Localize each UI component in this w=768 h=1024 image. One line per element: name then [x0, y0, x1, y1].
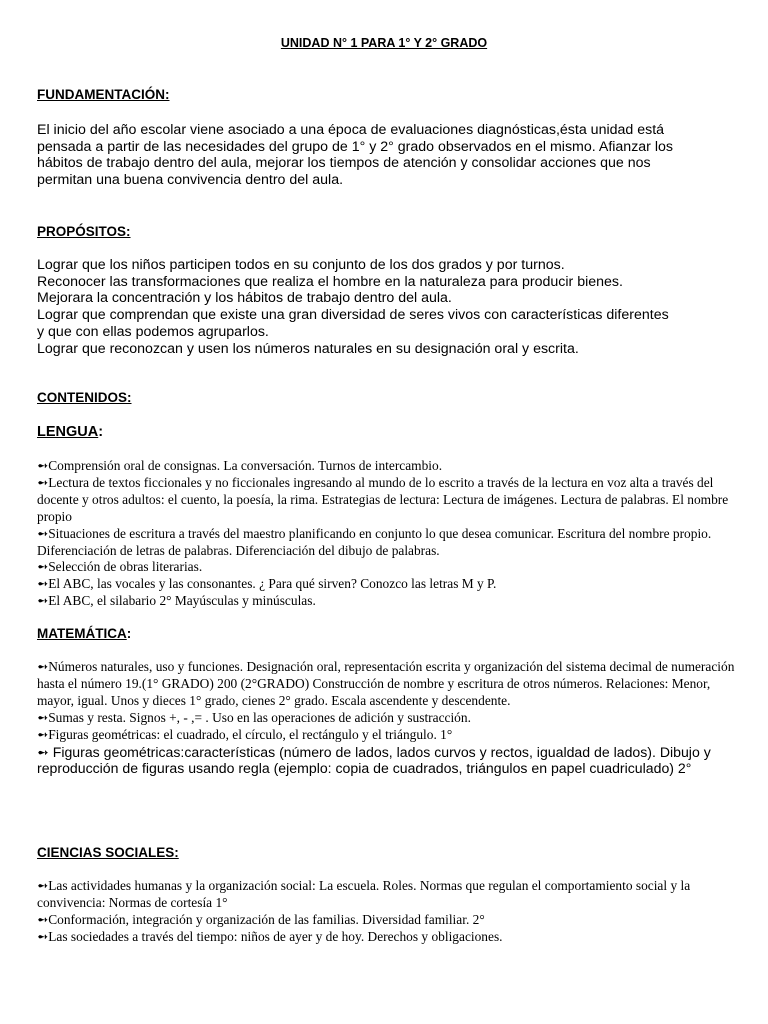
paragraph-line: hábitos de trabajo dentro del aula, mejorar los tiempos de atención y consolidar acciones que nos: [37, 155, 651, 172]
arrow-bullet-icon: ➻: [37, 525, 49, 541]
list-item-text: Sumas y resta. Signos +, - ,= . Uso en las operaciones de adición y sustracción.: [48, 709, 471, 725]
list-item-text: Lectura de textos ficcionales y no ficcionales ingresando al mundo de lo escrito a través de la lectura en voz alta a través del docente y otros adultos: el cuento, la poesía, la rima. Estrategias de lectura: Lectura de imágenes. Lectura de palabras. El nombre propio: [37, 474, 729, 524]
arrow-bullet-icon: ➻: [37, 878, 49, 893]
list-item-text: Conformación, integración y organización de las familias. Diversidad familiar. 2°: [48, 911, 485, 927]
list-item: [37, 576, 737, 593]
arrow-bullet-icon: ➻: [37, 928, 49, 944]
lengua-heading-colon: :: [98, 424, 104, 440]
list-item: [37, 458, 737, 475]
lengua-heading: [37, 424, 103, 440]
list-item-text: Figuras geométricas:características (número de lados, lados curvos y rectos, igualdad de lados). Dibujo y reproducción de figuras usando regla (ejemplo: copia de cuadrados, triángulos en papel cuadriculado) 2°: [37, 743, 711, 777]
list-item: [37, 559, 737, 576]
list-item-text: Comprensión oral de consignas. La conversación. Turnos de intercambio.: [48, 458, 443, 473]
matematica-heading-text: MATEMÁTICA: [37, 626, 127, 641]
arrow-bullet-icon: ➻: [37, 726, 49, 742]
fundamentacion-paragraph: [37, 122, 737, 189]
list-item: [37, 710, 737, 727]
list-item-text: Las sociedades a través del tiempo: niños de ayer y de hoy. Derechos y obligaciones.: [48, 928, 503, 944]
list-item: [37, 929, 737, 946]
paragraph-line: pensada a partir de las necesidades del grupo de 1° y 2° grado observados en el mismo. Afianzar los: [37, 138, 673, 155]
ciencias-sociales-heading: CIENCIAS SOCIALES:: [37, 845, 179, 860]
arrow-bullet-icon: ➻: [37, 911, 49, 927]
propositos-paragraph: [37, 257, 737, 357]
arrow-bullet-icon: ➻: [37, 659, 49, 674]
list-item: [37, 878, 737, 912]
list-item-text: Las actividades humanas y la organización social: La escuela. Roles. Normas que regulan el comportamiento social y la convivencia: Normas de cortesía 1°: [37, 878, 691, 910]
arrow-bullet-icon: ➻: [37, 576, 49, 592]
matematica-heading: [37, 626, 131, 641]
arrow-bullet-icon: ➻: [37, 458, 49, 473]
list-item-text: Situaciones de escritura a través del maestro planificando en conjunto lo que desea comunicar. Escritura del nombre propio. Diferenciación de letras de palabras. Diferenciación del dibujo de palabras.: [37, 525, 712, 558]
paragraph-line: Lograr que comprendan que existe una gran diversidad de seres vivos con características diferentes: [37, 307, 669, 324]
arrow-bullet-icon: ➻: [37, 593, 49, 609]
list-item-text: El ABC, el silabario 2° Mayúsculas y minúsculas.: [48, 593, 316, 609]
propositos-heading: PROPÓSITOS:: [37, 224, 131, 239]
arrow-bullet-icon: ➻: [37, 709, 49, 725]
list-item-text: Selección de obras literarias.: [48, 559, 203, 575]
list-item: [37, 912, 737, 929]
list-item-text: Números naturales, uso y funciones. Designación oral, representación escrita y organización del sistema decimal de numeración hasta el número 19.(1° GRADO) 200 (2°GRADO) Construcción de nombre y escritura de otros números. Relaciones: Menor, mayor, igual. Unos y dieces 1° grado, cienes 2° grado. Escala ascendente y descendente.: [37, 659, 735, 708]
list-item: [37, 659, 737, 710]
matematica-heading-colon: :: [126, 626, 132, 641]
paragraph-line: Mejorara la concentración y los hábitos de trabajo dentro del aula.: [37, 290, 452, 307]
arrow-bullet-icon: ➻: [37, 559, 49, 575]
paragraph-line: permitan una buena convivencia dentro del aula.: [37, 172, 344, 189]
paragraph-line: y que con ellas podemos agruparlos.: [37, 323, 269, 340]
list-item: [37, 744, 737, 777]
document-title: UNIDAD N° 1 PARA 1° Y 2° GRADO: [280, 36, 488, 50]
paragraph-line: El inicio del año escolar viene asociado a una época de evaluaciones diagnósticas,ésta unidad está: [37, 122, 665, 138]
list-item: [37, 727, 737, 744]
lengua-heading-text: LENGUA: [37, 424, 99, 440]
matematica-list: [37, 659, 737, 777]
contenidos-heading: CONTENIDOS:: [37, 390, 132, 405]
paragraph-line: Lograr que los niños participen todos en su conjunto de los dos grados y por turnos.: [37, 257, 565, 273]
paragraph-line: Lograr que reconozcan y usen los números naturales en su designación oral y escrita.: [37, 340, 579, 357]
arrow-bullet-icon: ➻: [37, 474, 49, 490]
list-item: [37, 593, 737, 610]
list-item: [37, 526, 737, 560]
list-item-text: El ABC, las vocales y las consonantes. ¿ Para qué sirven? Conozco las letras M y P.: [48, 576, 497, 592]
arrow-bullet-icon: ➻: [37, 743, 49, 760]
list-item: [37, 475, 737, 526]
ciencias-sociales-list: [37, 878, 737, 946]
paragraph-line: Reconocer las transformaciones que realiza el hombre en la naturaleza para producir bienes.: [37, 273, 623, 290]
fundamentacion-heading: FUNDAMENTACIÓN:: [37, 87, 170, 102]
lengua-list: [37, 458, 737, 610]
list-item-text: Figuras geométricas: el cuadrado, el círculo, el rectángulo y el triángulo. 1°: [48, 726, 453, 742]
